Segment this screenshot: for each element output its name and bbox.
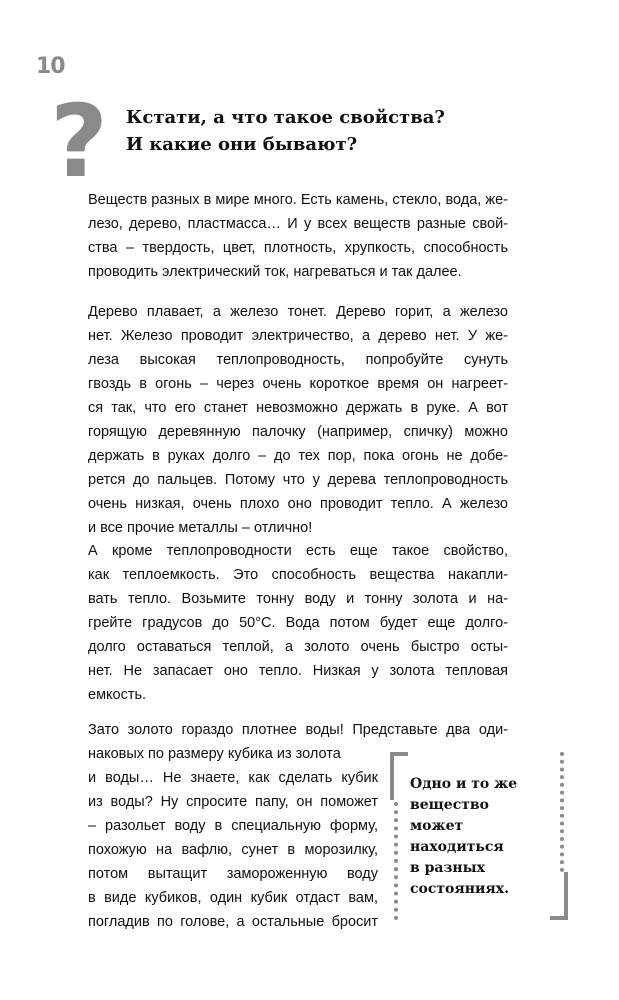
section-heading: [126, 104, 445, 158]
text-line: и все прочие металлы – отлично!: [88, 520, 313, 536]
question-mark-icon: ?: [50, 83, 109, 200]
page-number: 10: [36, 54, 65, 79]
callout-text: [410, 774, 550, 900]
callout-dotted-border-left: [394, 802, 398, 920]
text-line: проводить электрический ток, нагреваться и так далее.: [88, 264, 462, 280]
text-line: вать тепло. Возьмите тонну воду и тонну золота и на-: [88, 591, 508, 607]
text-line: погладив по голове, а остальные бросит: [88, 914, 378, 930]
text-line: горящую деревянную палочку (например, спичку) можно: [88, 424, 508, 440]
text-line: гвоздь в огонь – через очень короткое время он нагреет-: [88, 376, 508, 392]
heading-line: И какие они бывают?: [126, 134, 358, 155]
callout-corner-top-left: [390, 752, 408, 800]
callout-line: вещество: [410, 797, 489, 813]
text-line: А кроме теплопроводности есть еще такое свойство,: [88, 543, 508, 559]
callout-dotted-border-right: [560, 752, 564, 872]
paragraph-heat-capacity: [88, 539, 508, 707]
heading-line: Кстати, а что такое свойства?: [126, 107, 445, 128]
paragraph-properties: [88, 188, 508, 284]
text-line: рется до пальцев. Потому что у дерева теплопроводность: [88, 472, 508, 488]
text-line: леза высокая теплопроводность, попробуйте сунуть: [88, 352, 508, 368]
text-line: в виде кубиков, один кубик отдаст вам,: [88, 890, 378, 906]
text-line: держать в руках долго – до тех пор, пока огонь не добе-: [88, 448, 508, 464]
text-line: очень низкая, очень плохо оно проводит тепло. А железо: [88, 496, 508, 512]
text-line: грейте градусов до 50°С. Вода потом будет еще долго-: [88, 615, 508, 631]
text-line: Дерево плавает, а железо тонет. Дерево горит, а железо: [88, 304, 508, 320]
callout-line: находиться: [410, 839, 504, 855]
text-line: Веществ разных в мире много. Есть камень, стекло, вода, же-: [88, 192, 508, 208]
callout-line: Одно и то же: [410, 776, 518, 792]
text-line: Зато золото гораздо плотнее воды! Представьте два оди-: [88, 722, 508, 738]
callout-line: состояниях.: [410, 881, 509, 897]
text-line: емкость.: [88, 687, 147, 703]
text-line: ся так, что его станет невозможно держать в руке. А вот: [88, 400, 508, 416]
text-line: нет. Не запасает оно тепло. Низкая у золота тепловая: [88, 663, 508, 679]
callout-line: может: [410, 818, 464, 834]
text-line: и воды… Не знаете, как сделать кубик: [88, 770, 378, 786]
sidebar-callout: [390, 752, 568, 920]
text-line: потом вытащит замороженную воду: [88, 866, 378, 882]
text-line: долго оставаться теплой, а золото очень быстро осты-: [88, 639, 508, 655]
text-line: лезо, дерево, пластмасса… И у всех веществ разные свой-: [88, 216, 508, 232]
paragraph-wood-iron: [88, 300, 508, 540]
text-line: похожую на вафлю, сунет в морозилку,: [88, 842, 378, 858]
text-line: как теплоемкость. Это способность вещества накапли-: [88, 567, 508, 583]
callout-corner-bottom-right: [550, 872, 568, 920]
text-line: – разольет воду в специальную форму,: [88, 818, 378, 834]
text-line: из воды? Ну спросите папу, он поможет: [88, 794, 378, 810]
callout-line: в разных: [410, 860, 486, 876]
text-line: нет. Железо проводит электричество, а дерево нет. У же-: [88, 328, 508, 344]
text-line: ства – твердость, цвет, плотность, хрупкость, способность: [88, 240, 508, 256]
text-line: наковых по размеру кубика из золота: [88, 746, 341, 762]
